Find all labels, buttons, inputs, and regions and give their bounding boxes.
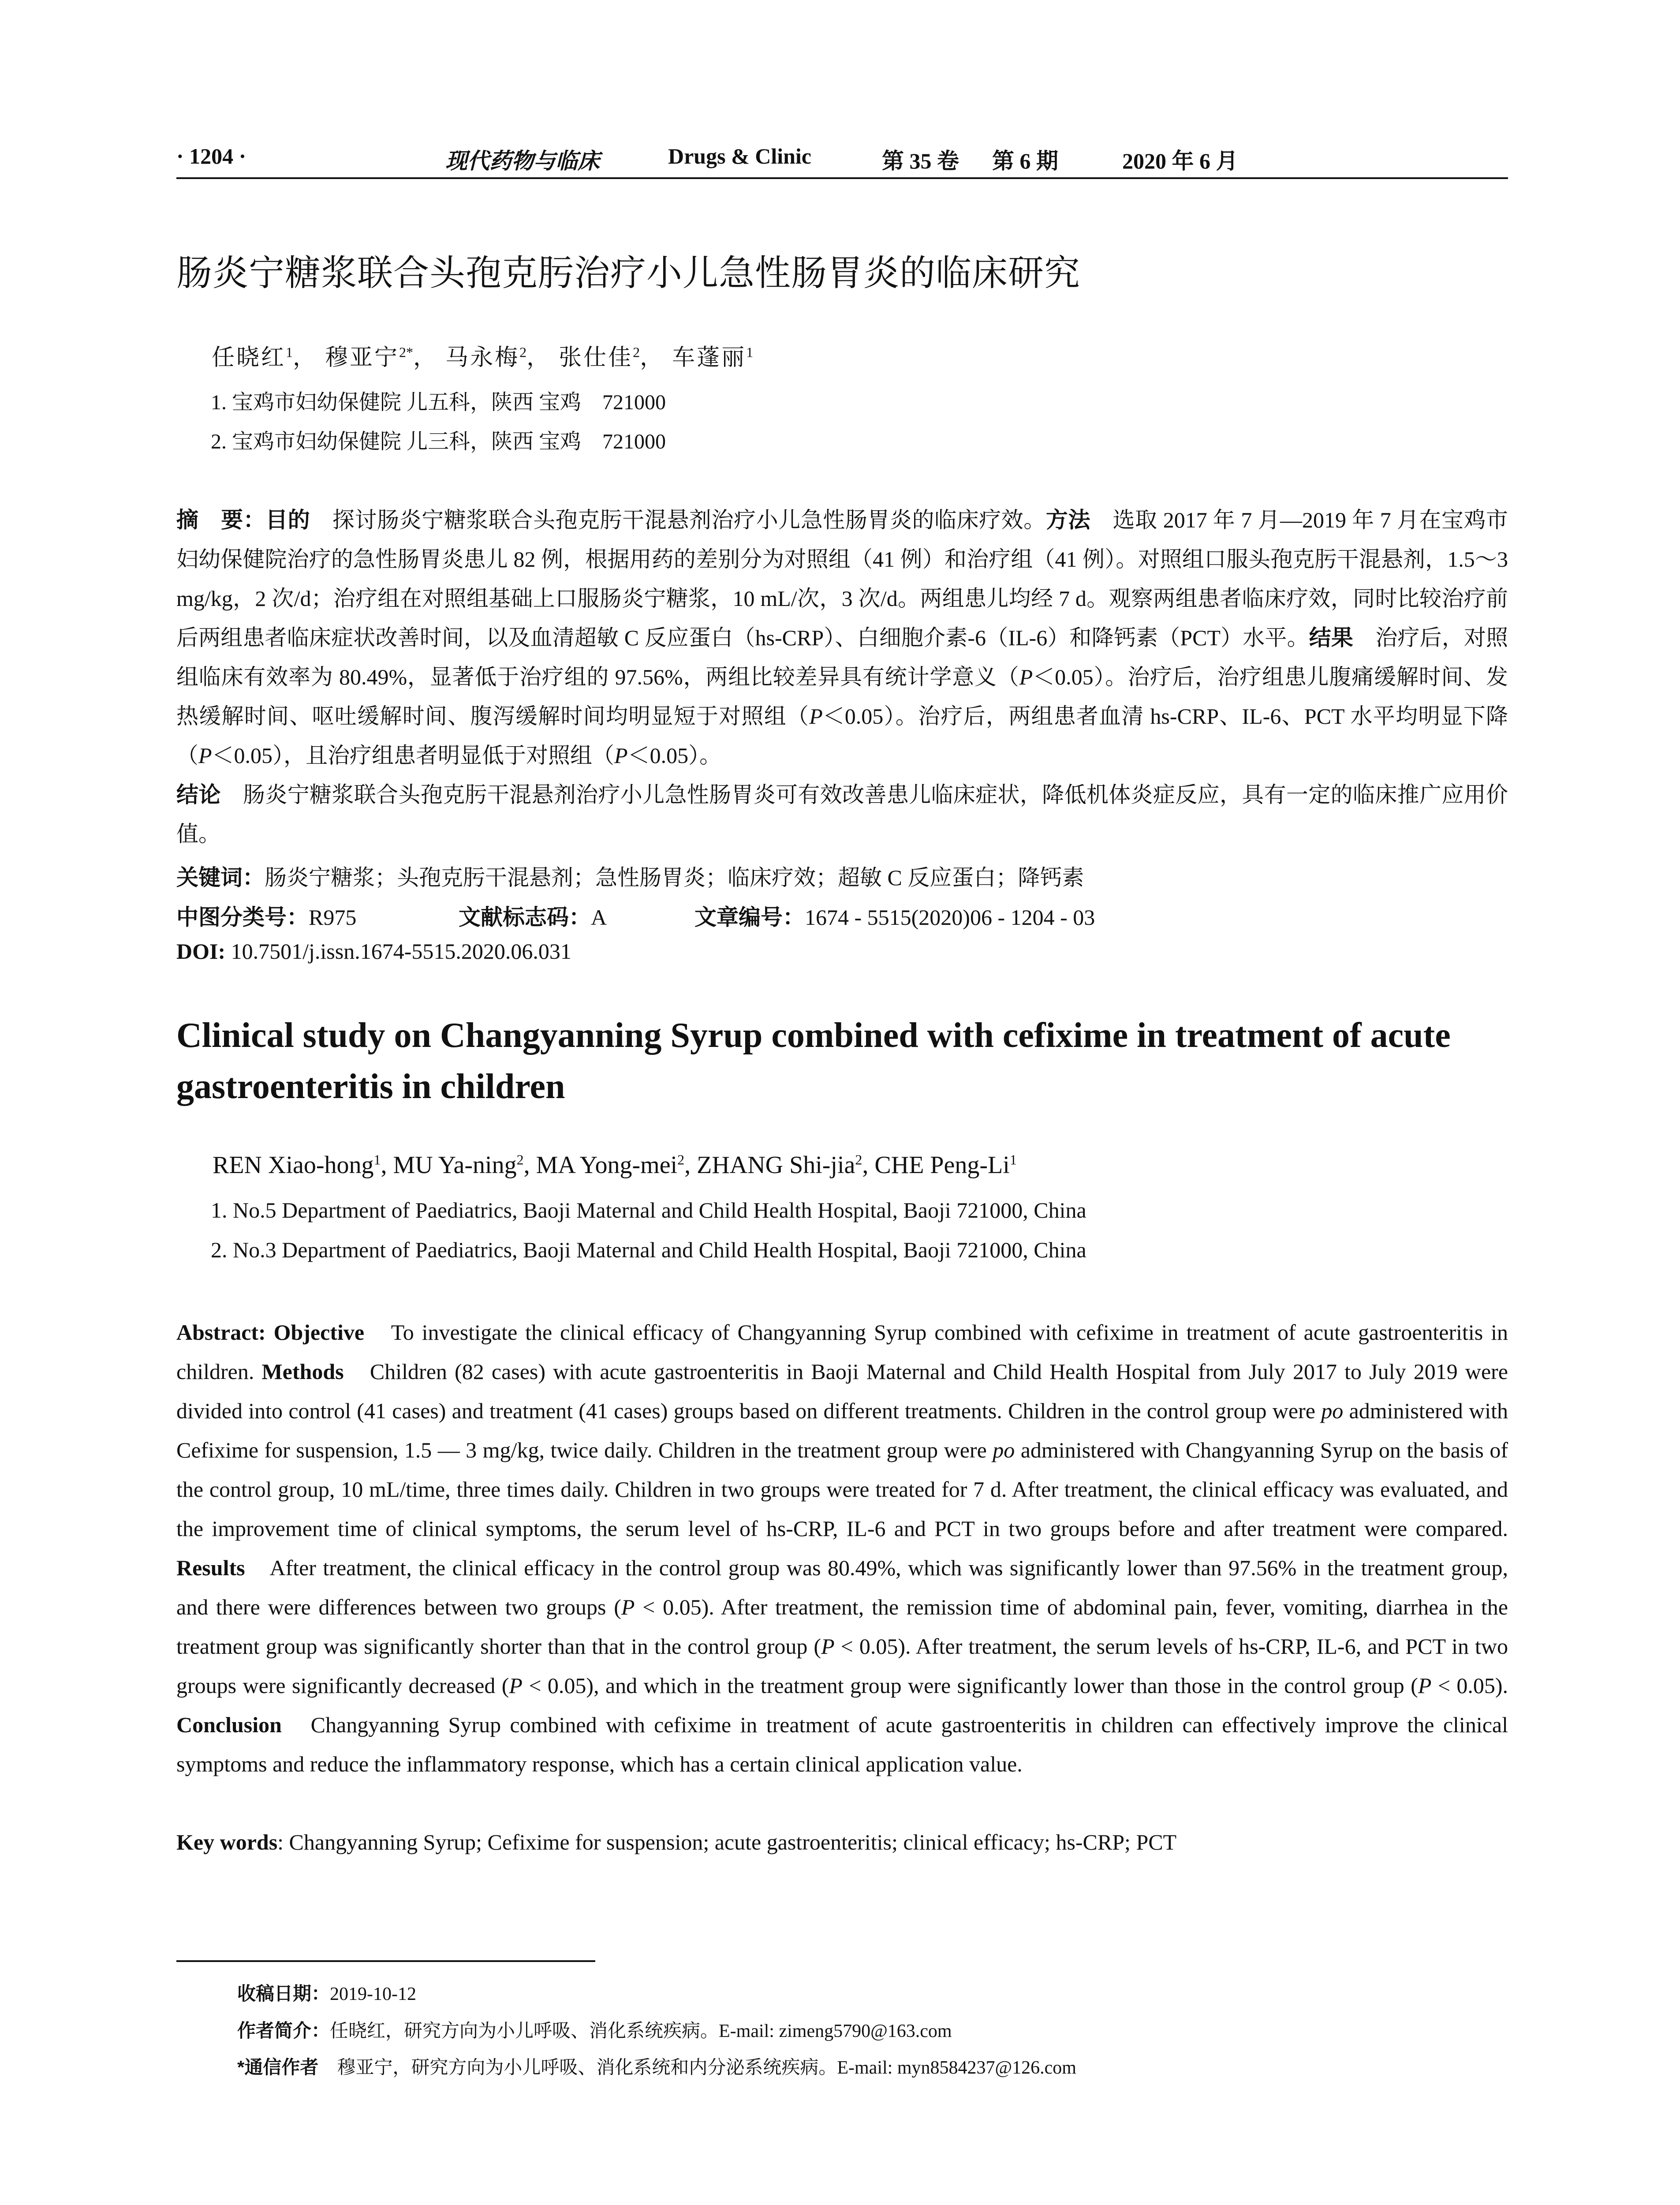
author-separator: ，: [640, 345, 665, 370]
conclusion-label-en: Conclusion: [176, 1712, 282, 1737]
author-affil-mark: 1: [373, 1151, 381, 1168]
author-bio-text: 任晓红，研究方向为小儿呼吸、消化系统疾病。E-mail: zimeng5790@163.com: [330, 2021, 952, 2041]
author-affil-mark: 1: [286, 344, 293, 360]
running-header: [176, 139, 1508, 174]
author-en: MU Ya-ning: [393, 1151, 517, 1179]
methods-text-en: Children (82 cases) with acute gastroenteritis in Baoji Maternal and Child Health Hospital from July 2017 to July 2019 were divided into control (41 cases) and treatment (41 cases) groups based on different treatments. Children in the control group were: [176, 1359, 1508, 1423]
footnote-corresponding: [237, 2053, 1076, 2079]
author-affil-mark: 2: [516, 1151, 524, 1168]
author-separator: ,: [684, 1151, 697, 1179]
objective-text-cn: 探讨肠炎宁糖浆联合头孢克肟干混悬剂治疗小儿急性肠胃炎的临床疗效。: [310, 508, 1046, 532]
author-separator: ，: [526, 345, 552, 370]
author-cn: 马永梅: [445, 345, 520, 370]
keywords-text-en: : Changyanning Syrup; Cefixime for suspension; acute gastroenteritis; clinical efficacy; hs-CRP; PCT: [277, 1830, 1177, 1854]
p-symbol: P: [821, 1634, 835, 1659]
affiliation-en-2: 2. No.3 Department of Paediatrics, Baoji Maternal and Child Health Hospital, Baoji 721000, China: [211, 1237, 1086, 1262]
objective-text-en: To investigate the clinical efficacy of Changyanning Syrup combined with cefixime in treatment of acute gastroenteritis in children.: [176, 1320, 1508, 1384]
author-cn: 穆亚宁: [325, 345, 399, 370]
p-symbol: P: [1418, 1673, 1432, 1698]
conclusion-text-en: Changyanning Syrup combined with cefixime in treatment of acute gastroenteritis in children can effectively improve the clinical symptoms and reduce the inflammatory response, which has a certain clinical application value.: [176, 1712, 1508, 1776]
results-label-cn: 结果: [1309, 625, 1354, 650]
abstract-label-cn: 摘 要：: [176, 508, 266, 532]
header-rule: [176, 177, 1508, 179]
author-en: REN Xiao-hong: [213, 1151, 374, 1179]
results-text-cn: 治疗后，对照组临床有效率为 80.49%，显著低于治疗组的 97.56%，两组比较差异具有统计学意义（: [176, 625, 1508, 689]
results-text-cn: ＜0.05），且治疗组患者明显低于对照组（: [212, 743, 615, 768]
received-label: 收稿日期：: [237, 1983, 330, 2004]
conclusion-label-cn: 结论: [176, 782, 221, 807]
doi-line: [176, 938, 1508, 964]
clc-label: 中图分类号：: [176, 905, 309, 930]
authors-cn: [212, 339, 753, 372]
author-affil-mark: 2: [633, 344, 640, 360]
abstract-label-en: Abstract: Objective: [176, 1320, 365, 1345]
author-affil-mark: 1: [1009, 1151, 1017, 1168]
author-affil-mark: 2: [677, 1151, 685, 1168]
author-en: ZHANG Shi-jia: [697, 1151, 855, 1179]
po-term: po: [1321, 1398, 1344, 1423]
article-number-label: 文章编号：: [694, 905, 805, 930]
author-separator: ，: [413, 345, 438, 370]
author-cn: 车蓬丽: [672, 345, 747, 370]
objective-label-cn: 目的: [265, 508, 310, 532]
author-cn: 任晓红: [212, 345, 286, 370]
results-text-en: < 0.05).: [1431, 1673, 1508, 1698]
methods-label-cn: 方法: [1045, 508, 1090, 532]
conclusion-text-cn: 肠炎宁糖浆联合头孢克肟干混悬剂治疗小儿急性肠胃炎可有效改善患儿临床症状，降低机体炎症反应，具有一定的临床推广应用价值。: [176, 782, 1508, 846]
author-separator: ,: [523, 1151, 536, 1179]
keywords-label-en: Key words: [176, 1830, 278, 1854]
po-term: po: [993, 1438, 1015, 1462]
p-symbol: P: [1019, 665, 1033, 689]
doc-code-label: 文献标志码：: [459, 905, 591, 930]
keywords-label-cn: 关键词：: [176, 865, 265, 890]
corresponding-text: 穆亚宁，研究方向为小儿呼吸、消化系统和内分泌系统疾病。E-mail: myn8584237@126.com: [318, 2058, 1076, 2078]
p-symbol: P: [614, 743, 628, 768]
received-date: 2019-10-12: [330, 1984, 416, 2004]
abstract-en: [176, 1313, 1508, 1784]
authors-en: [213, 1151, 1017, 1179]
results-text-cn: ＜0.05）。: [627, 743, 722, 768]
doi-label: DOI:: [176, 939, 226, 964]
journal-name-en: Drugs & Clinic: [668, 144, 811, 168]
results-text-en: After treatment, the clinical efficacy in the control group was 80.49%, which was significantly lower than 97.56% in the treatment group, and there were differences between two groups (: [176, 1555, 1508, 1619]
author-affil-mark: 2*: [399, 344, 414, 360]
footnote-author-bio: [237, 2016, 952, 2043]
affiliation-cn-1: 1. 宝鸡市妇幼保健院 儿五科，陕西 宝鸡 721000: [211, 391, 666, 414]
issue: 第 6 期: [992, 149, 1058, 173]
title-cn: 肠炎宁糖浆联合头孢克肟治疗小儿急性肠胃炎的临床研究: [176, 253, 1081, 294]
results-text-en: < 0.05), and which in the treatment group were significantly lower than those in the control group (: [522, 1673, 1418, 1698]
results-text-en: < 0.05). After treatment, the remission time of abdominal pain, fever, vomiting, diarrhea in the treatment group was significantly shorter than that in the control group (: [176, 1595, 1508, 1659]
author-affil-mark: 1: [746, 344, 754, 360]
keywords-text-cn: 肠炎宁糖浆；头孢克肟干混悬剂；急性肠胃炎；临床疗效；超敏 C 反应蛋白；降钙素: [265, 865, 1084, 890]
p-symbol: P: [809, 704, 823, 729]
volume: 第 35 卷: [882, 149, 959, 173]
doc-code: A: [591, 905, 607, 930]
abstract-cn: [176, 501, 1508, 854]
journal-name-cn: 现代药物与临床: [445, 148, 600, 174]
author-separator: ，: [293, 345, 318, 370]
methods-text-cn: 选取 2017 年 7 月—2019 年 7 月在宝鸡市妇幼保健院治疗的急性肠胃炎患儿 82 例，根据用药的差别分为对照组（41 例）和治疗组（41 例）。对照组口服头孢克肟干混悬剂，1.5～3 mg/kg，2 次/d；治疗组在对照组基础上口服肠炎宁糖浆，10 mL/次，3 次/d。两组患儿均经 7 d。观察两组患者临床疗效，同时比较治疗前后两组患者临床症状改善时间，以及血清超敏 C 反应蛋白（hs-CRP）、白细胞介素-6（IL-6）和降钙素（PCT）水平。: [176, 508, 1508, 650]
author-affil-mark: 2: [855, 1151, 862, 1168]
methods-label-en: Methods: [261, 1359, 344, 1384]
article-number: 1674 - 5515(2020)06 - 1204 - 03: [805, 905, 1095, 930]
keywords-en: [176, 1829, 1176, 1855]
footnote-received: [237, 1979, 416, 2006]
results-text-cn: ＜0.05）。治疗后，治疗组患儿腹痛缓解时间、发热缓解时间、呕吐缓解时间、腹泻缓解时间均明显短于对照组（: [176, 665, 1508, 729]
footnote-rule: [176, 1960, 595, 1962]
author-en: CHE Peng-Li: [874, 1151, 1010, 1179]
author-en: MA Yong-mei: [536, 1151, 678, 1179]
results-label-en: Results: [176, 1555, 245, 1580]
results-text-en: < 0.05). After treatment, the serum levels of hs-CRP, IL-6, and PCT in two groups were significantly decreased (: [176, 1634, 1508, 1698]
methods-text-en: administered with Changyanning Syrup on the basis of the control group, 10 mL/time, three times daily. Children in two groups were treated for 7 d. After treatment, the clinical efficacy was evaluated, and the improvement time of clinical symptoms, the serum level of hs-CRP, IL-6 and PCT in two groups before and after treatment were compared.: [176, 1438, 1508, 1541]
author-separator: ,: [862, 1151, 875, 1179]
title-en: Clinical study on Changyanning Syrup combined with cefixime in treatment of acute gastroenteritis in children: [176, 1016, 1451, 1106]
author-separator: ,: [381, 1151, 393, 1179]
doi-link[interactable]: 10.7501/j.issn.1674-5515.2020.06.031: [225, 939, 571, 964]
methods-text-en: administered with Cefixime for suspension, 1.5 — 3 mg/kg, twice daily. Children in the treatment group were: [176, 1398, 1508, 1462]
author-cn: 张仕佳: [559, 345, 633, 370]
issue-date: 2020 年 6 月: [1122, 149, 1238, 173]
author-bio-label: 作者简介：: [237, 2020, 330, 2041]
page-number: · 1204 ·: [176, 144, 246, 168]
results-text-cn: ＜0.05）。治疗后，两组患者血清 hs-CRP、IL-6、PCT 水平均明显下降（: [176, 704, 1508, 768]
clc-number: R975: [309, 905, 357, 930]
affiliation-cn-2: 2. 宝鸡市妇幼保健院 儿三科，陕西 宝鸡 721000: [211, 430, 666, 453]
corresponding-label: *通信作者: [237, 2057, 319, 2078]
affiliation-en-1: 1. No.5 Department of Paediatrics, Baoji Maternal and Child Health Hospital, Baoji 721000, China: [211, 1198, 1086, 1222]
p-symbol: P: [509, 1673, 523, 1698]
keywords-cn: [176, 860, 1508, 892]
p-symbol: P: [621, 1595, 635, 1619]
p-symbol: P: [198, 743, 212, 768]
author-affil-mark: 2: [519, 344, 527, 360]
